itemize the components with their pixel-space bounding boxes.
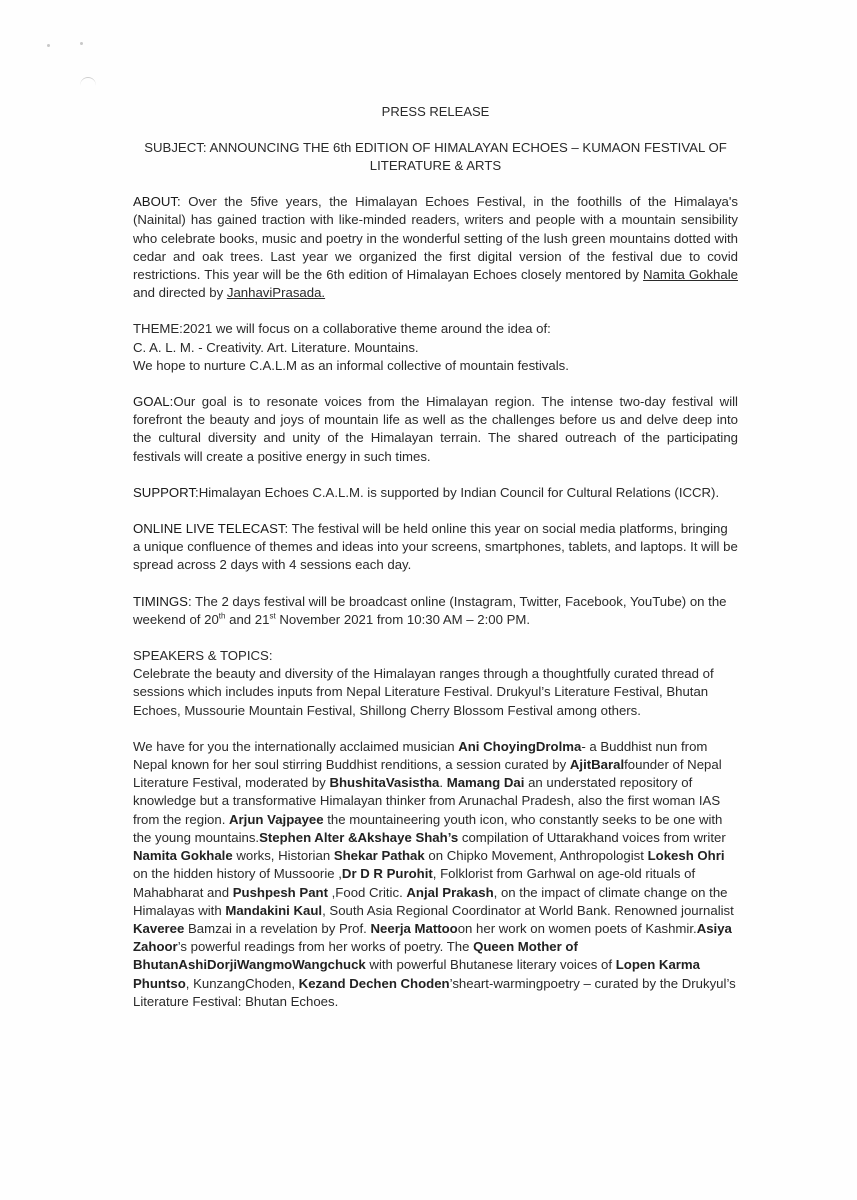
support-label: SUPPORT: bbox=[133, 484, 199, 500]
timings-section bbox=[133, 593, 738, 629]
speaker-name: BhushitaVasistha bbox=[329, 775, 440, 791]
speaker-text: , KunzangChoden, bbox=[185, 975, 299, 991]
about-text: Over the 5five years, the Himalayan Echoes Festival, in the foothills of the Himalaya's (Nainital) has gained traction with like-minded readers, writers and people with a mountain sensibility who celebrate books, music and poetry in the wonderful setting of the lush green mountains dotted with cedar and oak trees. Last year we organized the first digital version of the festival due to covid restrictions. This year will be the 6th edition of Himalayan Echoes closely mentored by bbox=[133, 194, 738, 283]
speakers-section bbox=[133, 647, 738, 720]
about-text-2: and directed by bbox=[133, 285, 227, 301]
goal-label: GOAL: bbox=[133, 394, 174, 410]
about-label: ABOUT: bbox=[133, 194, 181, 210]
speaker-name: Lokesh Ohri bbox=[647, 848, 725, 864]
theme-section bbox=[133, 320, 738, 375]
speakers-details bbox=[133, 738, 738, 1011]
speaker-name: Shekar Pathak bbox=[333, 848, 425, 864]
speaker-name: Neerja Mattoo bbox=[370, 920, 458, 936]
speaker-text: on the hidden history of Mussoorie , bbox=[133, 866, 342, 882]
telecast-label: ONLINE LIVE TELECAST: bbox=[133, 521, 289, 537]
speaker-name: AjitBaral bbox=[569, 757, 625, 773]
director-link: JanhaviPrasada. bbox=[226, 285, 326, 301]
speakers-heading: SPEAKERS & TOPICS: bbox=[133, 648, 273, 664]
speaker-name: Arjun Vajpayee bbox=[229, 811, 324, 827]
speaker-name: Mamang Dai bbox=[446, 775, 525, 791]
speaker-name: Mandakini Kaul bbox=[225, 902, 323, 918]
support-section bbox=[133, 484, 738, 502]
speaker-text: . bbox=[439, 775, 447, 791]
goal-section bbox=[133, 393, 738, 466]
speaker-name: Lopen Karma Phuntso bbox=[133, 957, 700, 991]
timings-text: and 21 bbox=[225, 611, 270, 627]
speakers-intro: Celebrate the beauty and diversity of the Himalayan ranges through a thoughtfully curated thread of sessions which includes inputs from Nepal Literature Festival. Drukyul’s Literature Festival, Bhutan Echoes, Mussourie Mountain Festival, Shillong Cherry Blossom Festival among others. bbox=[133, 666, 714, 718]
theme-line: C. A. L. M. - Creativity. Art. Literature. Mountains. bbox=[133, 339, 419, 355]
speaker-text: , South Asia Regional Coordinator at World Bank. Renowned journalist bbox=[322, 902, 734, 918]
speaker-text: Bamzai in a revelation by Prof. bbox=[184, 920, 371, 936]
goal-text: Our goal is to resonate voices from the Himalayan region. The intense two-day festival will forefront the beauty and joys of mountain life as well as the challenges before us and delve deep into the cultural diversity and unity of the Himalayan terrain. The shared outreach of the participating festivals will create a positive energy in such times. bbox=[133, 394, 738, 464]
speaker-text: We have for you the internationally acclaimed musician bbox=[133, 738, 459, 754]
speaker-name: Kezand Dechen Choden bbox=[298, 975, 450, 991]
speaker-name: Queen Mother of Bhutan bbox=[133, 939, 578, 973]
speaker-name: Anjal Prakash bbox=[406, 884, 494, 900]
timings-text: November 2021 from 10:30 AM – 2:00 PM. bbox=[275, 611, 531, 627]
theme-line: We hope to nurture C.A.L.M as an informal collective of mountain festivals. bbox=[133, 357, 569, 373]
speaker-name: Kaveree bbox=[133, 920, 185, 936]
speaker-text: on her work on women poets of Kashmir. bbox=[457, 920, 697, 936]
speaker-name: Ani ChoyingDrolma bbox=[458, 738, 582, 754]
telecast-section bbox=[133, 520, 738, 575]
speaker-text: , Folklorist from Garhwal on age-old rituals of Mahabharat and bbox=[133, 866, 696, 900]
speaker-text: , on the impact of climate change on the Himalayas with bbox=[133, 884, 728, 918]
speaker-name: Namita Gokhale bbox=[133, 848, 233, 864]
mentor-link: Namita Gokhale bbox=[643, 267, 738, 283]
press-release-body bbox=[133, 103, 738, 1029]
ordinal-suffix: th bbox=[218, 611, 226, 621]
speaker-text: ’sheart-warmingpoetry – curated by the Drukyul’s Literature Festival: Bhutan Echoes. bbox=[133, 975, 736, 1009]
theme-line: THEME:2021 we will focus on a collaborative theme around the idea of: bbox=[133, 321, 551, 337]
speaker-name: Asiya Zahoor bbox=[133, 920, 732, 955]
scan-speck bbox=[47, 44, 50, 47]
speaker-text: with powerful Bhutanese literary voices of bbox=[365, 957, 616, 973]
speaker-name: AshiDorjiWangmoWangchuck bbox=[178, 957, 366, 973]
about-section bbox=[133, 193, 738, 302]
document-title: PRESS RELEASE bbox=[381, 104, 490, 119]
speaker-text: on Chipko Movement, Anthropologist bbox=[424, 848, 648, 864]
speaker-name: Stephen Alter &Akshaye Shah’s bbox=[259, 829, 459, 845]
speaker-text: an understated repository of knowledge but a transformative Himalayan thinker from Arunachal Pradesh, also the first woman IAS from the region. bbox=[133, 775, 721, 827]
scan-mark bbox=[80, 77, 96, 94]
timings-text: The 2 days festival will be broadcast online (Instagram, Twitter, Facebook, YouTube) on the weekend of 20 bbox=[133, 593, 727, 627]
subject-line: SUBJECT: ANNOUNCING THE 6th EDITION OF HIMALAYAN ECHOES – KUMAON FESTIVAL OF LITERATURE & ARTS bbox=[144, 140, 727, 174]
support-text: Himalayan Echoes C.A.L.M. is supported by Indian Council for Cultural Relations (ICCR). bbox=[198, 484, 720, 500]
speaker-text: works, Historian bbox=[232, 848, 334, 864]
speaker-text: ,Food Critic. bbox=[327, 884, 407, 900]
speaker-text: the mountaineering youth icon, who constantly seeks to be one with the young mountains. bbox=[133, 811, 723, 845]
timings-label: TIMINGS: bbox=[133, 593, 192, 609]
speaker-text: ’s powerful readings from her works of poetry. The bbox=[177, 939, 474, 955]
speaker-text: - a Buddhist nun from Nepal known for her soul stirring Buddhist renditions, a session curated by bbox=[133, 738, 708, 773]
scan-speck bbox=[80, 42, 83, 45]
speaker-name: Dr D R Purohit bbox=[341, 866, 433, 882]
telecast-text: The festival will be held online this year on social media platforms, bringing a unique confluence of themes and ideas into your screens, smartphones, tablets, and laptops. It will be spread across 2 days with 4 sessions each day. bbox=[133, 521, 738, 573]
speaker-text: compilation of Uttarakhand voices from writer bbox=[458, 829, 726, 845]
ordinal-suffix: st bbox=[269, 611, 276, 621]
speaker-name: Pushpesh Pant bbox=[232, 884, 328, 900]
speaker-text: founder of Nepal Literature Festival, moderated by bbox=[133, 757, 722, 791]
